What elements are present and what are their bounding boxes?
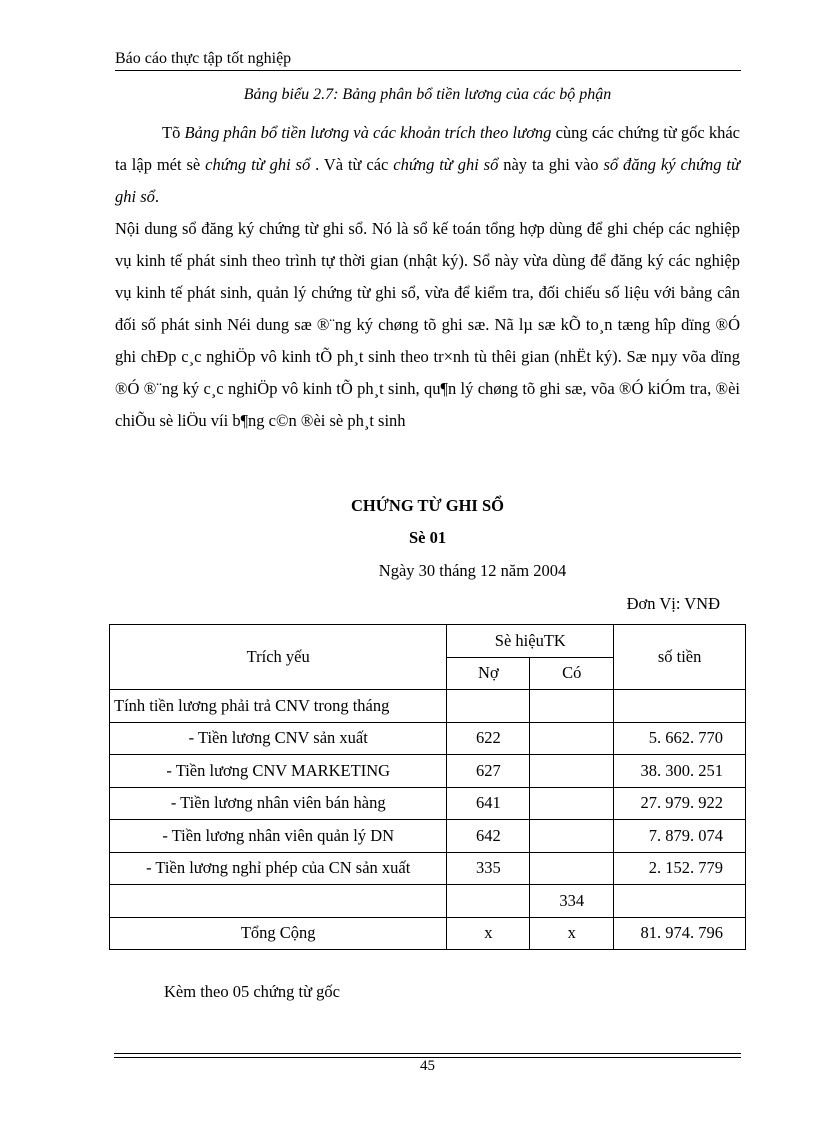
row-amount <box>614 885 746 918</box>
row-debit: 642 <box>447 820 530 853</box>
table-row <box>110 852 746 885</box>
row-debit: 641 <box>447 787 530 820</box>
currency-unit: Đơn Vị: VNĐ <box>626 594 720 613</box>
page-number: 45 <box>420 1058 435 1074</box>
total-label: Tổng Cộng <box>110 917 447 950</box>
table-caption: Bảng biểu 2.7: Bảng phân bổ tiền lương của các bộ phận <box>243 86 612 103</box>
row-amount: 2. 152. 779 <box>614 852 746 885</box>
row-amount <box>614 690 746 723</box>
attachment-note: Kèm theo 05 chứng từ gốc <box>164 982 340 1001</box>
row-credit <box>530 820 614 853</box>
voucher-title: CHỨNG TỪ GHI SỔ <box>351 496 504 515</box>
row-desc <box>110 885 447 918</box>
row-desc: - Tiền lương CNV MARKETING <box>110 755 447 788</box>
p1-text-a: Tõ <box>162 123 185 142</box>
voucher-date: Ngày 30 tháng 12 năm 2004 <box>378 561 567 580</box>
p1-italic-h: sổ đăng ký chứng từ ghi sổ <box>115 155 740 206</box>
row-credit <box>530 787 614 820</box>
row-credit <box>530 755 614 788</box>
table-row <box>110 885 746 918</box>
row-debit: 627 <box>447 755 530 788</box>
row-debit <box>447 690 530 723</box>
row-amount: 7. 879. 074 <box>614 820 746 853</box>
table-total-row <box>110 917 746 950</box>
header-credit: Có <box>530 657 614 690</box>
header-desc: Trích yếu <box>110 625 447 690</box>
row-desc: - Tiền lương nhân viên quản lý DN <box>110 820 447 853</box>
p1-italic-b: Bảng phân bổ tiền lương và các khoản trích theo lương <box>184 123 552 142</box>
table-row <box>110 820 746 853</box>
p1-text-i: . <box>154 187 160 206</box>
footer-rule <box>114 1053 741 1054</box>
row-credit <box>530 690 614 723</box>
p1-text-g: này ta ghi vào <box>498 155 604 174</box>
row-credit: 334 <box>530 885 614 918</box>
p1-text-e: . Và từ các <box>310 155 394 174</box>
table-header-row <box>110 625 746 658</box>
paragraph-2: Nội dung sổ đăng ký chứng từ ghi sổ. Nó là sổ kế toán tổng hợp dùng để ghi chép các nghiệp vụ kinh tế phát sinh theo trình tự thời gian (nhật ký). Sổ này vừa dùng để đăng ký các nghiệp vụ kinh tế phát sinh, quản lý chứng từ ghi sổ, vừa để kiểm tra, đối chiếu số liệu với bảng cân đối số phát sinh Néi dung sæ ®¨ng ký chøng tõ ghi sæ. Nã lµ sæ kÕ to¸n tæng hîp dïng ®Ó ghi chÐp c¸c nghiÖp vô kinh tÕ ph¸t sinh theo tr×nh tù thêi gian (nhËt ký). Sæ nµy võa dïng ®Ó ®¨ng ký c¸c nghiÖp vô kinh tÕ ph¸t sinh, qu¶n lý chøng tõ ghi sæ, võa ®Ó kiÓm tra, ®èi chiÕu sè liÖu víi b¶ng c©n ®èi sè ph¸t sinh <box>115 219 740 430</box>
voucher-number: Sè 01 <box>408 528 447 547</box>
voucher-table <box>109 624 746 950</box>
header-debit: Nợ <box>447 657 530 690</box>
row-credit <box>530 722 614 755</box>
row-desc: - Tiền lương CNV sản xuất <box>110 722 447 755</box>
table-row <box>110 722 746 755</box>
header-rule <box>115 70 741 71</box>
header-account: Sè hiệuTK <box>447 625 614 658</box>
row-debit <box>447 885 530 918</box>
total-amount: 81. 974. 796 <box>614 917 746 950</box>
row-desc: - Tiền lương nhân viên bán hàng <box>110 787 447 820</box>
row-debit: 335 <box>447 852 530 885</box>
table-row <box>110 690 746 723</box>
p1-italic-d: chứng từ ghi sổ <box>205 155 311 174</box>
p1-text-c: cùng các chứng từ gốc khác ta lập mét sè <box>115 123 740 174</box>
row-amount: 27. 979. 922 <box>614 787 746 820</box>
row-credit <box>530 852 614 885</box>
header-amount: số tiền <box>614 625 746 690</box>
body-text <box>115 117 740 437</box>
row-amount: 5. 662. 770 <box>614 722 746 755</box>
table-row <box>110 787 746 820</box>
row-desc: Tính tiền lương phải trả CNV trong tháng <box>110 690 447 723</box>
total-debit: x <box>447 917 530 950</box>
running-header: Báo cáo thực tập tốt nghiệp <box>115 50 292 67</box>
total-credit: x <box>530 917 614 950</box>
row-desc: - Tiền lương nghỉ phép của CN sản xuất <box>110 852 447 885</box>
table-row <box>110 755 746 788</box>
p1-italic-f: chứng từ ghi sổ <box>393 155 499 174</box>
row-amount: 38. 300. 251 <box>614 755 746 788</box>
paragraph-1 <box>115 117 740 213</box>
row-debit: 622 <box>447 722 530 755</box>
